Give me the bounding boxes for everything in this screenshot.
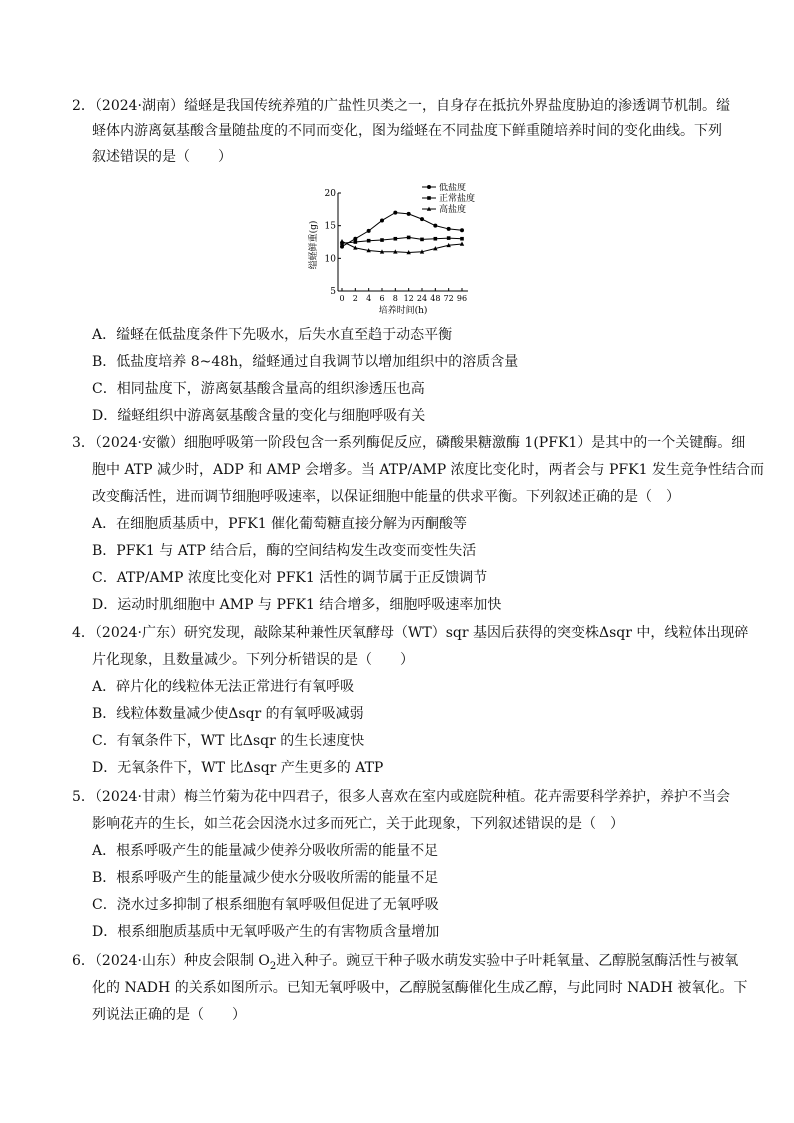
data-point bbox=[393, 211, 397, 215]
x-tick-label: 12 bbox=[403, 294, 414, 303]
q5-option-a[interactable]: A．根系呼吸产生的能量减少使养分吸收所需的能量不足 bbox=[92, 843, 439, 859]
q4-stem-line-2: 片化现象，且数量减少。下列分析错误的是（ ） bbox=[92, 652, 414, 668]
q2-stem-line-3: 叙述错误的是（ ） bbox=[92, 149, 232, 165]
data-point bbox=[433, 224, 437, 228]
q3-stem-line-3: 改变酶活性，进而调节细胞呼吸速率，以保证细胞中能量的供求平衡。下列叙述正确的是（ ） bbox=[92, 489, 680, 505]
legend-label: 低盐度 bbox=[439, 183, 467, 193]
q6-stem-line-1 bbox=[72, 950, 739, 978]
q6-stem-line-1-pre: 6．（2024·山东）种皮会限制 O bbox=[72, 953, 270, 969]
y-ticks bbox=[325, 189, 341, 297]
data-point bbox=[340, 245, 344, 249]
x-tick-label: 48 bbox=[430, 294, 441, 303]
legend-marker bbox=[427, 196, 431, 200]
data-point bbox=[340, 239, 344, 243]
legend-label: 高盐度 bbox=[439, 205, 467, 215]
series-lines bbox=[340, 211, 464, 255]
q6-stem-line-1-post: 进入种子。豌豆干种子吸水萌发实验中子叶耗氧量、乙醇脱氢酶活性与被氧 bbox=[276, 953, 739, 969]
q2-stem-line-1: 2．（2024·湖南）缢蛏是我国传统养殖的广盐性贝类之一，自身存在抵抗外界盐度胁迫的渗透调节机制。缢 bbox=[72, 98, 730, 114]
q6-stem-line-3: 列说法正确的是（ ） bbox=[92, 1007, 246, 1023]
q3-option-b[interactable]: B．PFK1 与 ATP 结合后，酶的空间结构发生改变而变性失活 bbox=[92, 543, 477, 559]
q2-option-a[interactable]: A．缢蛏在低盐度条件下先吸水，后失水直至趋于动态平衡 bbox=[92, 327, 453, 343]
data-point bbox=[447, 236, 451, 240]
q2-stem-line-2: 蛏体内游离氨基酸含量随盐度的不同而变化，图为缢蛏在不同盐度下鲜重随培养时间的变化曲线。下列 bbox=[92, 123, 722, 139]
q5-stem-line-1: 5．（2024·甘肃）梅兰竹菊为花中四君子，很多人喜欢在室内或庭院种植。花卉需要科学养护，养护不当会 bbox=[72, 789, 730, 805]
data-point bbox=[354, 240, 358, 244]
q4-option-b[interactable]: B．线粒体数量减少使Δsqr 的有氧呼吸减弱 bbox=[92, 706, 364, 722]
x-axis-label: 培养时间(h) bbox=[378, 306, 428, 316]
y-tick-label: 5 bbox=[330, 287, 336, 297]
data-point bbox=[380, 238, 384, 242]
x-tick-label: 6 bbox=[379, 294, 385, 303]
series-line-2 bbox=[342, 237, 462, 243]
q6-stem-line-2: 化的 NADH 的关系如图所示。已知无氧呼吸中，乙醇脱氢酶催化生成乙醇，与此同时 NADH 被氧化。下 bbox=[92, 980, 748, 996]
data-point bbox=[407, 212, 411, 216]
x-tick-label: 0 bbox=[339, 294, 345, 303]
q3-option-d[interactable]: D．运动时肌细胞中 AMP 与 PFK1 结合增多，细胞呼吸速率加快 bbox=[92, 597, 502, 613]
y-tick-label: 10 bbox=[324, 254, 336, 265]
q3-option-c[interactable]: C．ATP/AMP 浓度比变化对 PFK1 活性的调节属于正反馈调节 bbox=[92, 570, 488, 586]
q4-option-d[interactable]: D．无氧条件下，WT 比Δsqr 产生更多的 ATP bbox=[92, 760, 384, 776]
data-point bbox=[460, 228, 464, 232]
series-line-3 bbox=[342, 241, 462, 252]
q2-option-d[interactable]: D．缢蛏组织中游离氨基酸含量的变化与细胞呼吸有关 bbox=[92, 408, 426, 424]
x-ticks bbox=[339, 288, 467, 303]
x-tick-label: 2 bbox=[352, 294, 358, 303]
data-point bbox=[407, 236, 411, 240]
q5-option-c[interactable]: C．浇水过多抑制了根系细胞有氧呼吸但促进了无氧呼吸 bbox=[92, 897, 439, 913]
data-point bbox=[460, 237, 464, 241]
salinity-weight-chart bbox=[308, 183, 498, 318]
y-tick-label: 20 bbox=[324, 189, 336, 199]
q4-stem-line-1: 4．（2024·广东）研究发现，敲除某种兼性厌氧酵母（WT）sqr 基因后获得的突变株Δsqr 中，线粒体出现碎 bbox=[72, 625, 749, 641]
legend bbox=[422, 183, 475, 215]
data-point bbox=[394, 237, 398, 241]
q5-option-b[interactable]: B．根系呼吸产生的能量减少使水分吸收所需的能量不足 bbox=[92, 870, 439, 886]
q3-option-a[interactable]: A．在细胞质基质中，PFK1 催化葡萄糖直接分解为丙酮酸等 bbox=[92, 516, 468, 532]
y-tick-label: 15 bbox=[324, 221, 336, 232]
q4-option-c[interactable]: C．有氧条件下，WT 比Δsqr 的生长速度快 bbox=[92, 733, 365, 749]
q2-option-c[interactable]: C．相同盐度下，游离氨基酸含量高的组织渗透压也高 bbox=[92, 381, 425, 397]
x-tick-label: 96 bbox=[456, 294, 468, 303]
legend-label: 正常盐度 bbox=[439, 194, 476, 204]
q6-o2-subscript: 2 bbox=[269, 960, 277, 972]
y-axis-label: 缢蛏鲜重(g) bbox=[309, 220, 319, 270]
q5-option-d[interactable]: D．根系细胞质基质中无氧呼吸产生的有害物质含量增加 bbox=[92, 924, 440, 940]
data-point bbox=[420, 217, 424, 221]
data-point bbox=[447, 227, 451, 231]
x-tick-label: 24 bbox=[416, 294, 428, 303]
q2-option-b[interactable]: B．低盐度培养 8~48h，缢蛏通过自我调节以增加组织中的溶质含量 bbox=[92, 354, 519, 370]
data-point bbox=[367, 229, 371, 233]
data-point bbox=[367, 239, 371, 243]
data-point bbox=[420, 238, 424, 242]
q3-stem-line-2: 胞中 ATP 减少时，ADP 和 AMP 会增多。当 ATP/AMP 浓度比变化时，两者会与 PFK1 发生竞争性结合而 bbox=[92, 462, 764, 478]
legend-marker bbox=[427, 185, 431, 189]
q3-stem-line-1: 3．（2024·安徽）细胞呼吸第一阶段包含一系列酶促反应，磷酸果糖激酶 1(PFK1）是其中的一个关键酶。细 bbox=[72, 435, 746, 451]
x-tick-label: 8 bbox=[392, 294, 398, 303]
data-point bbox=[353, 237, 357, 241]
x-tick-label: 4 bbox=[366, 294, 372, 303]
data-point bbox=[434, 237, 438, 241]
q5-stem-line-2: 影响花卉的生长，如兰花会因浇水过多而死亡，关于此现象，下列叙述错误的是（ ） bbox=[92, 816, 624, 832]
x-tick-label: 72 bbox=[443, 294, 454, 303]
data-point bbox=[380, 218, 384, 222]
q4-option-a[interactable]: A．碎片化的线粒体无法正常进行有氧呼吸 bbox=[92, 679, 355, 695]
